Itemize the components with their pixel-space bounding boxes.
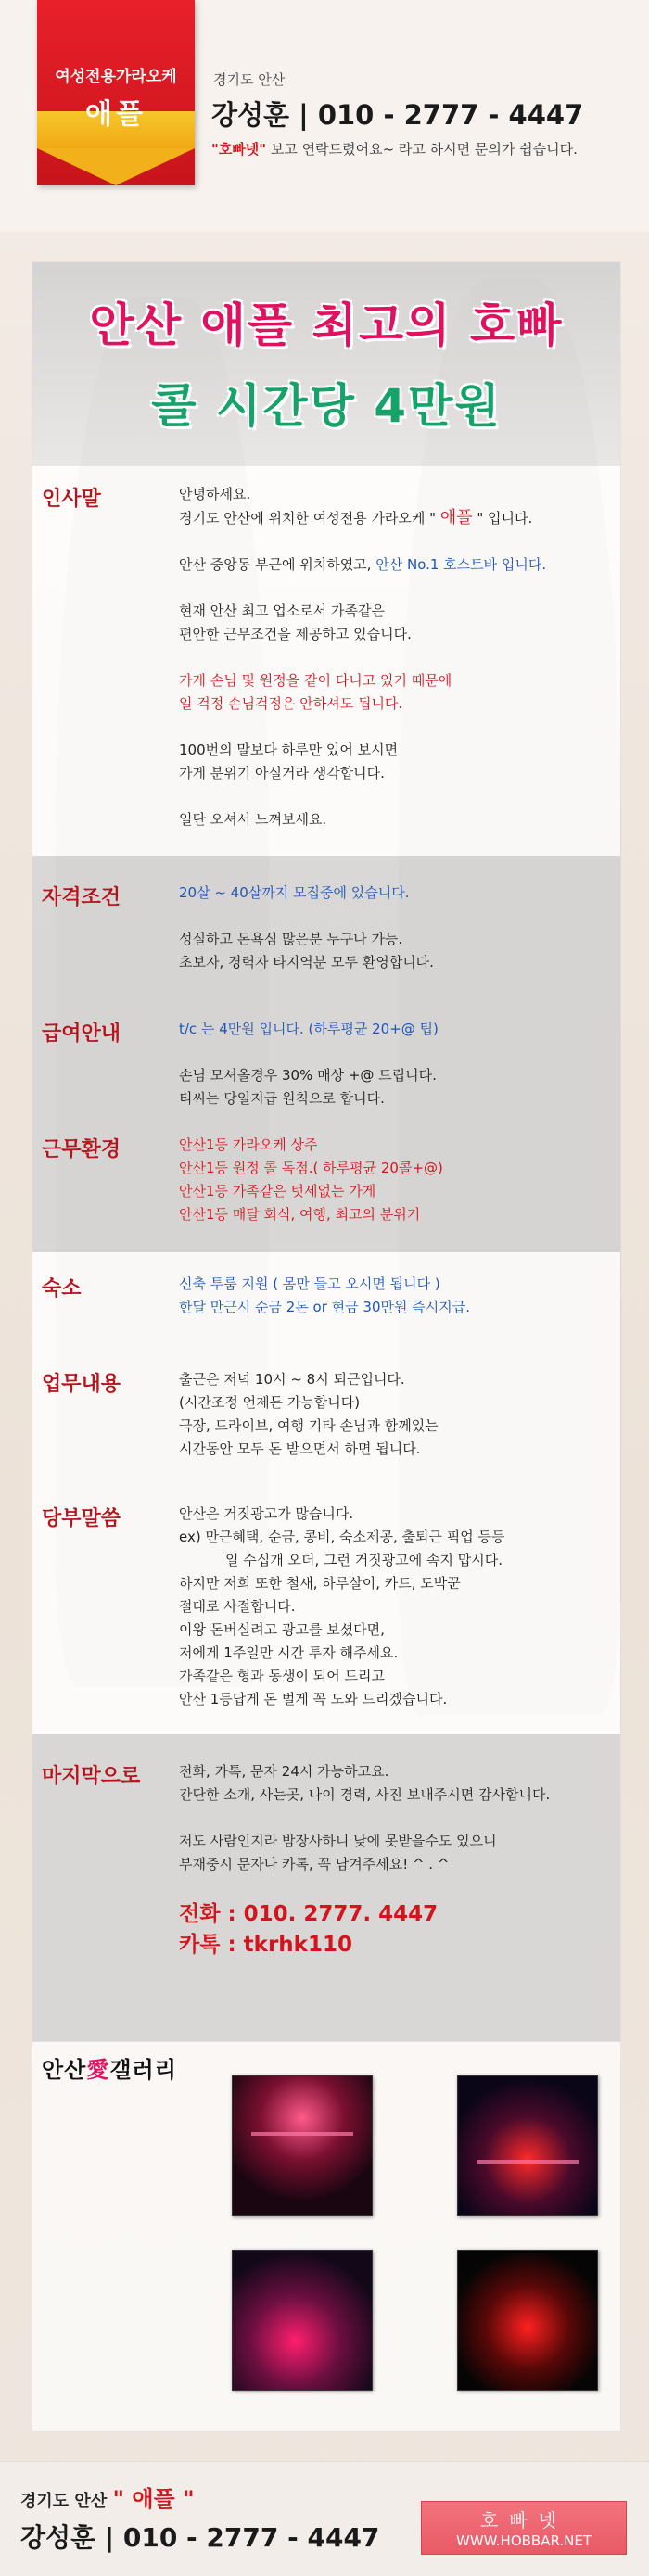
- text-line: 가게 분위기 아실거라 생각합니다.: [179, 765, 385, 781]
- badge-name: 호빠넷: [480, 2509, 567, 2532]
- note-quote: "호빠넷": [211, 141, 267, 158]
- text-line: 가족같은 형과 동생이 되어 드리고: [179, 1668, 385, 1684]
- text-line: 출근은 저녁 10시 ~ 8시 퇴근입니다.: [179, 1371, 405, 1388]
- text-line: 부재중시 문자나 카톡, 꼭 남겨주세요! ^ . ^: [179, 1856, 450, 1872]
- text-span: " 입니다.: [472, 510, 533, 527]
- section-title-closing: 마지막으로: [42, 1765, 141, 1788]
- text-line: 일 수십개 오더, 그런 거짓광고에 속지 맙시다.: [225, 1552, 503, 1568]
- text-line: 성실하고 돈욕심 많은분 누구나 가능.: [179, 931, 403, 947]
- badge-url: WWW.HOBBAR.NET: [456, 2532, 592, 2549]
- contact-kakao[interactable]: 카톡 : tkrhk110: [179, 1933, 352, 1957]
- hero-subheadline: 콜 시간당 4만원: [151, 379, 502, 433]
- text-line: 현재 안산 최고 업소로서 가족같은: [179, 603, 385, 619]
- section-body-work: [179, 1368, 605, 1461]
- section-greeting: [32, 466, 620, 856]
- gallery-photo[interactable]: [232, 2075, 373, 2216]
- text-line: 신축 투룸 지원 ( 몸만 들고 오시면 됩니다 ): [179, 1275, 440, 1292]
- header-contact[interactable]: 강성훈 | 010 - 2777 - 4447: [211, 99, 584, 131]
- gallery-title-heart: 愛: [86, 2057, 110, 2083]
- text-line: 안산1등 가족같은 텃세없는 가게: [179, 1183, 376, 1199]
- ribbon-subtitle: 여성전용가라오케: [55, 68, 177, 86]
- text-line: 하지만 저희 또한 철새, 하루살이, 카드, 도박꾼: [179, 1575, 461, 1592]
- section-title-qualification: 자격조건: [42, 886, 121, 909]
- text-line: (시간조정 언제든 가능합니다): [179, 1394, 361, 1411]
- footer-contact[interactable]: 강성훈 | 010 - 2777 - 4447: [20, 2522, 380, 2553]
- section-body-greeting: [179, 483, 605, 831]
- text-line: t/c 는 4만원 입니다. (하루평균 20+@ 팁): [179, 1021, 439, 1037]
- text-line: [179, 553, 605, 577]
- text-line: 안산1등 매달 회식, 여행, 최고의 분위기: [179, 1206, 421, 1223]
- section-body-qualification: [179, 882, 605, 974]
- text-line: 100번의 말보다 하루만 있어 보시면: [179, 742, 399, 758]
- gallery-section: [32, 2041, 621, 2432]
- section-body-lodging: [179, 1273, 605, 1319]
- text-span: 경기도 안산에 위치한 여성전용 가라오케 ": [179, 510, 440, 527]
- section-title-request: 당부말씀: [42, 1507, 121, 1530]
- section-title-greeting: 인사말: [42, 488, 101, 511]
- gallery-photo[interactable]: [457, 2075, 598, 2216]
- brand-name: 애플: [439, 508, 473, 527]
- section-closing: [32, 1734, 620, 2042]
- section-body-environment: [179, 1134, 605, 1226]
- text-line: 간단한 소개, 사는곳, 나이 경력, 사진 보내주시면 감사합니다.: [179, 1786, 551, 1803]
- footer-brand: " 애플 ": [112, 2486, 195, 2512]
- section-body-salary: [179, 1018, 605, 1110]
- highlight-text: 안산 No.1 호스트바 입니다.: [375, 556, 547, 573]
- text-line: 초보자, 경력자 타지역분 모두 환영합니다.: [179, 954, 434, 971]
- text-line: 안산1등 원정 콜 독점.( 하루평균 20콜+@): [179, 1160, 443, 1176]
- text-line: 손님 모셔올경우 30% 매상 +@ 드립니다.: [179, 1067, 437, 1084]
- ribbon-brand-name: 애플: [85, 98, 146, 131]
- text-line: 저도 사람인지라 밤장사하니 낮에 못받을수도 있으니: [179, 1833, 497, 1849]
- header: [0, 0, 649, 232]
- text-line: 안산은 거짓광고가 많습니다.: [179, 1505, 354, 1522]
- text-line: 안산1등 가라오케 상주: [179, 1136, 318, 1153]
- footer-brand-line: [20, 2481, 195, 2513]
- gallery-title-text: 안산: [42, 2057, 87, 2083]
- text-line: 시간동안 모두 돈 받으면서 하면 됩니다.: [179, 1440, 421, 1457]
- hero-headline: 안산 애플 최고의 호빠: [89, 298, 564, 352]
- section-title-salary: 급여안내: [42, 1022, 121, 1046]
- gallery-title: [42, 2051, 177, 2084]
- text-span: 안산 중앙동 부근에 위치하였고,: [179, 556, 376, 573]
- section-title-environment: 근무환경: [42, 1138, 121, 1161]
- text-line: 안산 1등답게 돈 벌게 꼭 도와 드리겠습니다.: [179, 1691, 448, 1707]
- text-line: 절대로 사절합니다.: [179, 1598, 296, 1615]
- gallery-photo[interactable]: [457, 2250, 598, 2391]
- text-line: 20살 ~ 40살까지 모집중에 있습니다.: [179, 884, 410, 901]
- text-line: 저에게 1주일만 시간 투자 해주세요.: [179, 1644, 399, 1661]
- gallery-photo[interactable]: [232, 2250, 373, 2391]
- hobbar-badge-button[interactable]: [421, 2501, 627, 2555]
- main-panel: [32, 261, 621, 2043]
- footer-region: 경기도 안산: [20, 2492, 113, 2511]
- text-line: 가게 손님 및 원정을 같이 다니고 있기 때문에: [179, 672, 452, 689]
- header-region: 경기도 안산: [213, 71, 286, 88]
- text-line: ex) 만근혜택, 순금, 콩비, 숙소제공, 출퇴근 픽업 등등: [179, 1529, 505, 1545]
- gallery-title-text: 갤러리: [109, 2057, 177, 2083]
- section-group-conditions: [32, 856, 620, 1252]
- header-note: [211, 139, 578, 159]
- text-line: 이왕 돈버실려고 광고를 보셨다면,: [179, 1621, 385, 1638]
- contact-phone[interactable]: 전화 : 010. 2777. 4447: [179, 1902, 439, 1926]
- text-line: 일단 오셔서 느껴보세요.: [179, 811, 327, 828]
- footer: [0, 2461, 649, 2576]
- text-line: 일 걱정 손님걱정은 안하셔도 됩니다.: [179, 695, 403, 712]
- text-line: 한달 만근시 순금 2돈 or 현금 30만원 즉시지급.: [179, 1299, 470, 1315]
- text-line: 안녕하세요.: [179, 486, 251, 502]
- section-group-work: [32, 1252, 620, 1734]
- section-title-work: 업무내용: [42, 1373, 121, 1396]
- section-title-lodging: 숙소: [42, 1277, 82, 1301]
- section-body-request: [179, 1503, 605, 1711]
- text-line: [179, 506, 605, 530]
- text-line: 티씨는 당일지급 원칙으로 합니다.: [179, 1090, 385, 1107]
- text-line: 편안한 근무조건을 제공하고 있습니다.: [179, 626, 412, 642]
- note-text: 보고 연락드렸어요~ 라고 하시면 문의가 쉽습니다.: [266, 141, 578, 158]
- section-body-closing: [179, 1760, 605, 1961]
- text-line: 극장, 드라이브, 여행 기타 손님과 함께있는: [179, 1417, 439, 1434]
- brand-ribbon-tail: [37, 148, 195, 185]
- text-line: 전화, 카톡, 문자 24시 가능하고요.: [179, 1763, 389, 1780]
